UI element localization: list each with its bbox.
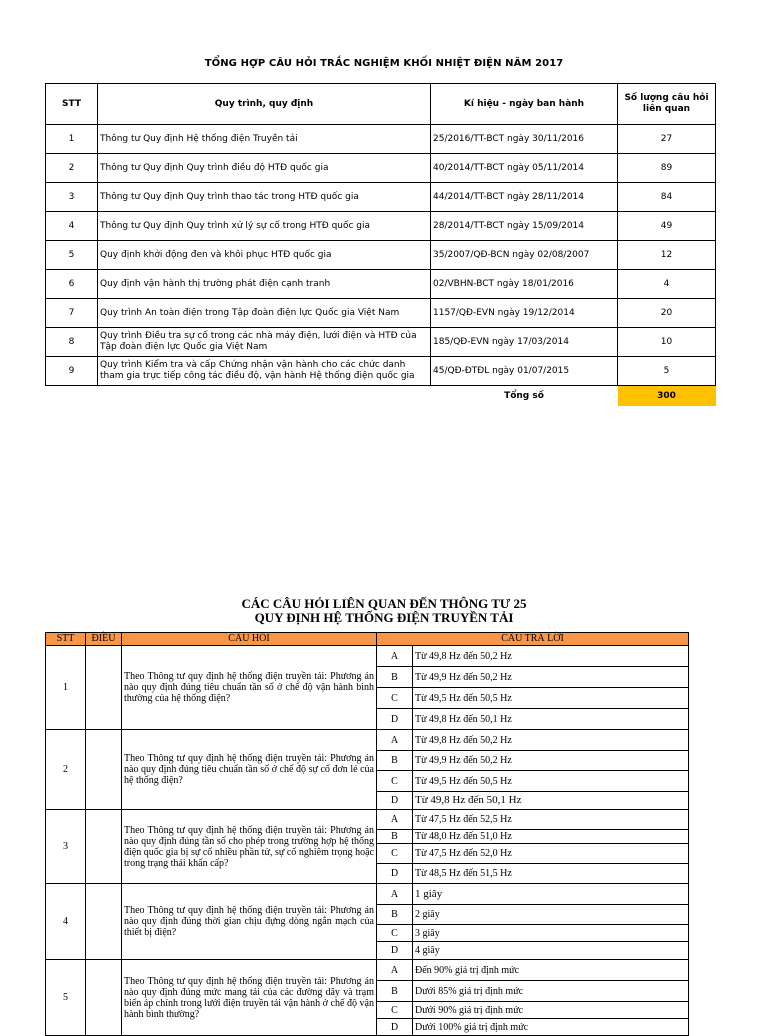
total-spacer — [98, 386, 431, 407]
table-row — [46, 241, 716, 270]
row-code: 45/QĐ-ĐTĐL ngày 01/07/2015 — [431, 357, 618, 386]
answer-key: D — [377, 1019, 413, 1036]
row-code: 28/2014/TT-BCT ngày 15/09/2014 — [431, 212, 618, 241]
answer-text: Từ 49,8 Hz đến 50,1 Hz — [413, 792, 689, 810]
header-stt: STT — [46, 84, 98, 125]
row-regulation: Thông tư Quy định Quy trình xử lý sự cố trong HTĐ quốc gia — [98, 212, 431, 241]
question-stt: 3 — [46, 810, 86, 884]
row-count: 12 — [618, 241, 716, 270]
row-regulation: Quy định khởi động đen và khôi phục HTĐ quốc gia — [98, 241, 431, 270]
answer-key: A — [377, 646, 413, 667]
answer-text: Dưới 100% giá trị định mức — [413, 1019, 689, 1036]
answer-key: D — [377, 864, 413, 884]
question-article — [86, 810, 122, 884]
question-text: Theo Thông tư quy định hệ thống điện truyền tải: Phương án nào quy định đúng thời gian chịu đựng dòng ngắn mạch của thiết bị điện? — [122, 884, 377, 960]
header-stt: STT — [46, 633, 86, 646]
answer-text: Từ 49,8 Hz đến 50,2 Hz — [413, 730, 689, 751]
table-row — [46, 357, 716, 386]
answer-text: Dưới 85% giá trị định mức — [413, 981, 689, 1002]
answer-key: C — [377, 771, 413, 792]
table-row — [46, 270, 716, 299]
section-title-line1: CÁC CÂU HỎI LIÊN QUAN ĐẾN THÔNG TƯ 25 — [241, 596, 527, 611]
question-row — [46, 884, 689, 905]
row-count: 5 — [618, 357, 716, 386]
questions-table — [45, 632, 689, 1036]
total-spacer — [46, 386, 98, 407]
row-code: 40/2014/TT-BCT ngày 05/11/2014 — [431, 154, 618, 183]
question-article — [86, 884, 122, 960]
answer-text: Từ 49,5 Hz đến 50,5 Hz — [413, 771, 689, 792]
answer-key: D — [377, 709, 413, 730]
row-regulation: Quy trình An toàn điện trong Tập đoàn điện lực Quốc gia Việt Nam — [98, 299, 431, 328]
table-row — [46, 154, 716, 183]
row-regulation: Quy trình Điều tra sự cố trong các nhà máy điện, lưới điện và HTĐ của Tập đoàn điện lực Quốc gia Việt Nam — [98, 328, 431, 357]
answer-text: Đến 90% giá trị định mức — [413, 960, 689, 981]
answer-key: C — [377, 1002, 413, 1019]
answer-text: Từ 49,8 Hz đến 50,1 Hz — [413, 709, 689, 730]
row-stt: 3 — [46, 183, 98, 212]
row-count: 4 — [618, 270, 716, 299]
table-row — [46, 125, 716, 154]
row-count: 10 — [618, 328, 716, 357]
answer-text: Từ 48,5 Hz đến 51,5 Hz — [413, 864, 689, 884]
answer-text: Từ 49,5 Hz đến 50,5 Hz — [413, 688, 689, 709]
answer-key: C — [377, 844, 413, 864]
question-text: Theo Thông tư quy định hệ thống điện truyền tải: Phương án nào quy định đúng tần số cho phép trong trường hợp hệ thống điện quốc gia bị sự cố nhiều phần tử, sự cố nghiêm trọng hoặc trong trạng thái khẩn cấp? — [122, 810, 377, 884]
row-stt: 5 — [46, 241, 98, 270]
answer-text: Dưới 90% giá trị định mức — [413, 1002, 689, 1019]
answer-text: Từ 47,5 Hz đến 52,0 Hz — [413, 844, 689, 864]
question-article — [86, 646, 122, 730]
summary-table — [45, 83, 716, 406]
row-regulation: Thông tư Quy định Quy trình thao tác trong HTĐ quốc gia — [98, 183, 431, 212]
row-regulation: Thông tư Quy định Hệ thống điện Truyền tải — [98, 125, 431, 154]
row-regulation: Quy trình Kiểm tra và cấp Chứng nhận vận hành cho các chức danh tham gia trực tiếp công tác điều độ, vận hành Hệ thống điện quốc gia — [98, 357, 431, 386]
question-stt: 1 — [46, 646, 86, 730]
answer-key: A — [377, 884, 413, 905]
answer-key: C — [377, 925, 413, 942]
answer-key: A — [377, 810, 413, 830]
question-text: Theo Thông tư quy định hệ thống điện truyền tải: Phương án nào quy định đúng tiêu chuẩn tần số ở chế độ vận hành bình thường của hệ thống điện? — [122, 646, 377, 730]
question-row — [46, 960, 689, 981]
row-stt: 4 — [46, 212, 98, 241]
answer-text: Từ 49,9 Hz đến 50,2 Hz — [413, 751, 689, 771]
header-answer: CÂU TRẢ LỜI — [377, 633, 689, 646]
answer-key: B — [377, 667, 413, 688]
header-question: CÂU HỎI — [122, 633, 377, 646]
answer-text: 3 giây — [413, 925, 689, 942]
row-stt: 7 — [46, 299, 98, 328]
answer-text: 1 giây — [413, 884, 689, 905]
question-row — [46, 730, 689, 751]
row-count: 89 — [618, 154, 716, 183]
section-title — [0, 597, 768, 625]
answer-text: 4 giây — [413, 942, 689, 960]
row-count: 27 — [618, 125, 716, 154]
row-stt: 1 — [46, 125, 98, 154]
row-code: 185/QĐ-EVN ngày 17/03/2014 — [431, 328, 618, 357]
answer-key: B — [377, 830, 413, 844]
row-code: 1157/QĐ-EVN ngày 19/12/2014 — [431, 299, 618, 328]
section-title-line2: QUY ĐỊNH HỆ THỐNG ĐIỆN TRUYỀN TẢI — [254, 610, 514, 625]
header-count: Số lượng câu hỏi liên quan — [618, 84, 716, 125]
header-code: Kí hiệu - ngày ban hành — [431, 84, 618, 125]
total-label: Tổng số — [504, 390, 544, 401]
question-stt: 4 — [46, 884, 86, 960]
answer-key: D — [377, 792, 413, 810]
row-code: 44/2014/TT-BCT ngày 28/11/2014 — [431, 183, 618, 212]
question-row — [46, 646, 689, 667]
answer-key: D — [377, 942, 413, 960]
row-code: 02/VBHN-BCT ngày 18/01/2016 — [431, 270, 618, 299]
table-row — [46, 299, 716, 328]
row-regulation: Thông tư Quy định Quy trình điều độ HTĐ quốc gia — [98, 154, 431, 183]
row-count: 49 — [618, 212, 716, 241]
row-count: 84 — [618, 183, 716, 212]
row-code: 35/2007/QĐ-BCN ngày 02/08/2007 — [431, 241, 618, 270]
question-text: Theo Thông tư quy định hệ thống điện truyền tải: Phương án nào quy định đúng mức mang tải của các đường dây và trạm biến áp chính trong lưới điện truyền tải vận hành ở chế độ vận hành bình thường? — [122, 960, 377, 1036]
answer-key: B — [377, 751, 413, 771]
answer-key: A — [377, 730, 413, 751]
question-article — [86, 960, 122, 1036]
total-value: 300 — [618, 386, 716, 407]
questions-header-row — [46, 633, 689, 646]
table-row — [46, 328, 716, 357]
answer-text: Từ 49,9 Hz đến 50,2 Hz — [413, 667, 689, 688]
table-row — [46, 212, 716, 241]
row-stt: 6 — [46, 270, 98, 299]
question-stt: 5 — [46, 960, 86, 1036]
header-regulation: Quy trình, quy định — [98, 84, 431, 125]
table-row — [46, 183, 716, 212]
row-regulation: Quy định vận hành thị trường phát điện cạnh tranh — [98, 270, 431, 299]
answer-key: C — [377, 688, 413, 709]
answer-key: B — [377, 981, 413, 1002]
answer-text: 2 giây — [413, 905, 689, 925]
header-article: ĐIỀU — [86, 633, 122, 646]
answer-text: Từ 48,0 Hz đến 51,0 Hz — [413, 830, 689, 844]
question-row — [46, 810, 689, 830]
summary-header-row — [46, 84, 716, 125]
answer-key: B — [377, 905, 413, 925]
summary-title: TỔNG HỢP CÂU HỎI TRẮC NGHIỆM KHỐI NHIỆT ĐIỆN NĂM 2017 — [204, 58, 564, 69]
row-stt: 2 — [46, 154, 98, 183]
row-count: 20 — [618, 299, 716, 328]
total-row — [46, 386, 716, 407]
row-stt: 8 — [46, 328, 98, 357]
answer-key: A — [377, 960, 413, 981]
question-article — [86, 730, 122, 810]
row-code: 25/2016/TT-BCT ngày 30/11/2016 — [431, 125, 618, 154]
answer-text: Từ 49,8 Hz đến 50,2 Hz — [413, 646, 689, 667]
question-stt: 2 — [46, 730, 86, 810]
question-text: Theo Thông tư quy định hệ thống điện truyền tải: Phương án nào quy định đúng tiêu chuẩn tần số ở chế độ sự cố đơn lẻ của hệ thống điện? — [122, 730, 377, 810]
answer-text: Từ 47,5 Hz đến 52,5 Hz — [413, 810, 689, 830]
row-stt: 9 — [46, 357, 98, 386]
